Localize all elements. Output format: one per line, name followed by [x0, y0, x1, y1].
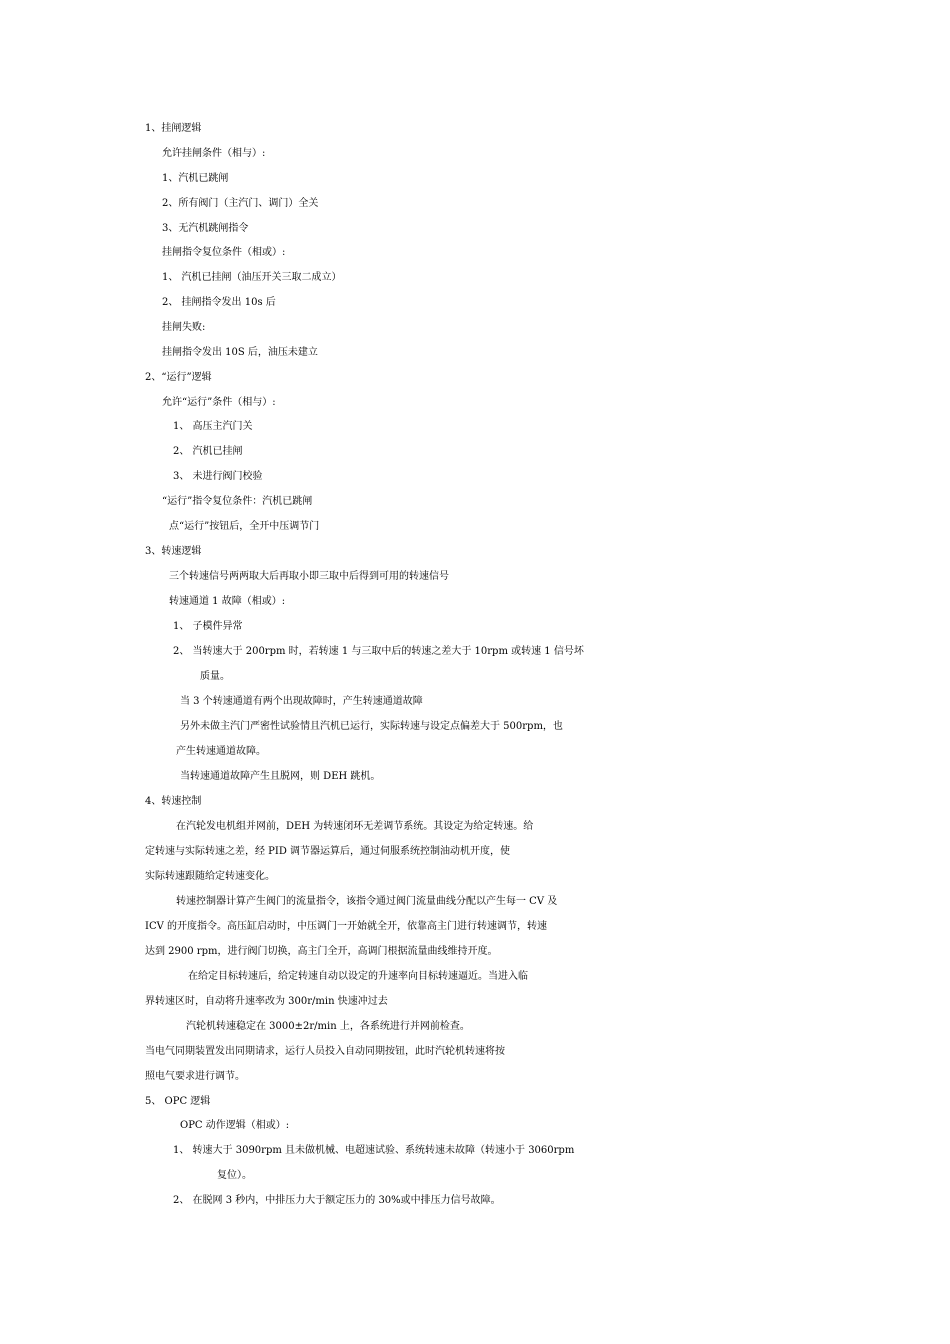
paragraph: 当 3 个转速通道有两个出现故障时，产生转速通道故障 [180, 696, 423, 707]
paragraph: 汽轮机转速稳定在 3000±2r/min 上，各系统进行并网前检查。 [186, 1021, 470, 1032]
list-item: 1、 转速大于 3090rpm 且未做机械、电超速试验、系统转速未故障（转速小于 3060rpm [173, 1145, 575, 1156]
section-title: 2、“运行”逻辑 [145, 372, 212, 383]
paragraph: 挂闸指令发出 10S 后，油压未建立 [162, 347, 318, 358]
list-item: 2、 汽机已挂闸 [173, 446, 243, 457]
list-item: 2、 挂闸指令发出 10s 后 [162, 297, 276, 308]
paragraph: ICV 的开度指令。高压缸启动时，中压调门一开始就全开，依靠高主门进行转速调节，转速 [145, 921, 548, 932]
condition-heading: 允许挂闸条件（相与）: [162, 148, 266, 159]
list-item-continuation: 质量。 [200, 671, 230, 682]
condition-heading: OPC 动作逻辑（相或）: [180, 1120, 290, 1131]
paragraph: 达到 2900 rpm，进行阀门切换，高主门全开，高调门根据流量曲线维持开度。 [145, 946, 498, 957]
paragraph: 实际转速跟随给定转速变化。 [145, 871, 275, 882]
paragraph: 定转速与实际转速之差，经 PID 调节器运算后，通过伺服系统控制油动机开度，使 [145, 846, 511, 857]
condition-heading: 挂闸失败: [162, 322, 206, 333]
section-title: 1、挂闸逻辑 [145, 123, 202, 134]
list-item-continuation: 复位）。 [217, 1170, 252, 1181]
condition-heading: 转速通道 1 故障（相或）: [169, 596, 286, 607]
list-item: 1、汽机已跳闸 [162, 173, 229, 184]
condition-heading: 允许“运行”条件（相与）: [162, 397, 276, 408]
section-title: 4、转速控制 [145, 796, 202, 807]
list-item: 1、 汽机已挂闸（油压开关三取二成立） [162, 272, 342, 283]
section-title: 5、 OPC 逻辑 [145, 1096, 211, 1107]
paragraph: 照电气要求进行调节。 [145, 1071, 245, 1082]
list-item: 3、 未进行阀门校验 [173, 471, 263, 482]
condition-heading: 挂闸指令复位条件（相或）: [162, 247, 286, 258]
section-title: 3、转速逻辑 [145, 546, 202, 557]
list-item: 2、所有阀门（主汽门、调门）全关 [162, 198, 319, 209]
paragraph: 界转速区时，自动将升速率改为 300r/min 快速冲过去 [145, 996, 388, 1007]
paragraph: 当转速通道故障产生且脱网，则 DEH 跳机。 [180, 771, 381, 782]
list-item: 1、 子模件异常 [173, 621, 243, 632]
paragraph: 点“运行”按钮后，全开中压调节门 [169, 521, 320, 532]
paragraph: “运行”指令复位条件：汽机已跳闸 [162, 496, 313, 507]
list-item: 2、 在脱网 3 秒内，中排压力大于额定压力的 30%或中排压力信号故障。 [173, 1195, 501, 1206]
list-item: 2、 当转速大于 200rpm 时，若转速 1 与三取中后的转速之差大于 10rpm 或转速 1 信号坏 [173, 646, 584, 657]
paragraph: 另外未做主汽门严密性试验情且汽机已运行，实际转速与设定点偏差大于 500rpm，也 [180, 721, 563, 732]
paragraph: 转速控制器计算产生阀门的流量指令，该指令通过阀门流量曲线分配以产生每一 CV 及 [176, 896, 558, 907]
paragraph: 当电气同期装置发出同期请求，运行人员投入自动同期按钮，此时汽轮机转速将按 [145, 1046, 505, 1057]
list-item: 1、 高压主汽门关 [173, 421, 253, 432]
paragraph: 在汽轮发电机组并网前，DEH 为转速闭环无差调节系统。其设定为给定转速。给 [176, 821, 534, 832]
paragraph: 在给定目标转速后，给定转速自动以设定的升速率向目标转速逼近。当进入临 [188, 971, 528, 982]
paragraph: 产生转速通道故障。 [176, 746, 266, 757]
paragraph: 三个转速信号两两取大后再取小即三取中后得到可用的转速信号 [169, 571, 449, 582]
list-item: 3、无汽机跳闸指令 [162, 223, 249, 234]
